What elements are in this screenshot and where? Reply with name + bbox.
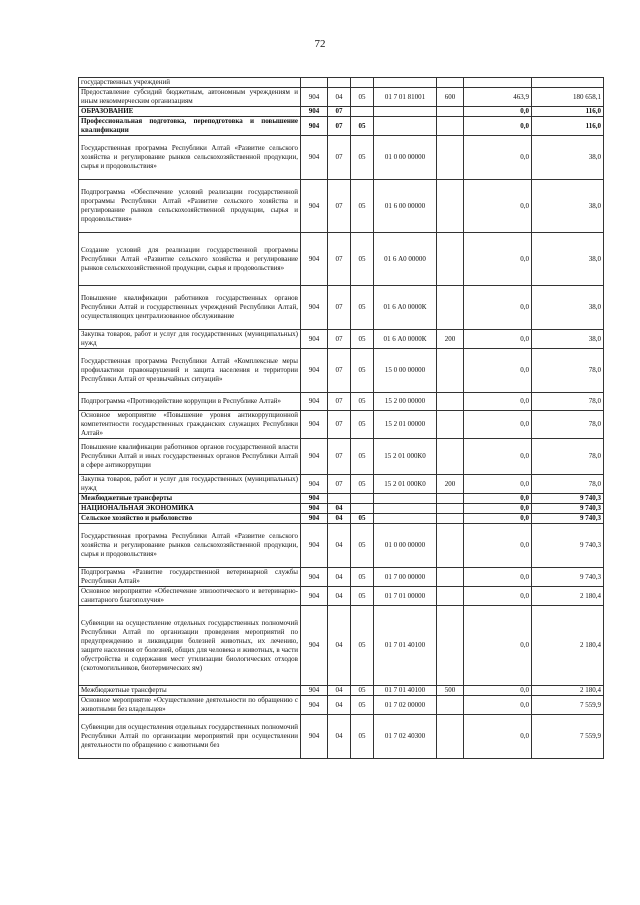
row-pr: 05 xyxy=(351,686,374,696)
row-rz: 04 xyxy=(328,568,351,587)
row-value-2: 38,0 xyxy=(532,330,604,349)
row-rz: 04 xyxy=(328,504,351,514)
table-row xyxy=(79,686,604,696)
row-value-2: 78,0 xyxy=(532,349,604,393)
row-grbs: 904 xyxy=(301,330,328,349)
row-vr xyxy=(437,233,464,286)
row-csr xyxy=(374,504,437,514)
row-vr xyxy=(437,494,464,504)
row-value-2: 78,0 xyxy=(532,475,604,494)
row-name: Государственная программа Республики Алтай «Развитие сельского хозяйства и регулирование рынков сельскохозяйственной продукции, сырья и продовольствия» xyxy=(79,136,301,180)
table-row xyxy=(79,107,604,117)
row-vr xyxy=(437,180,464,233)
row-name: Закупка товаров, работ и услуг для государственных (муниципальных) нужд xyxy=(79,475,301,494)
table-row xyxy=(79,349,604,393)
row-csr xyxy=(374,78,437,88)
row-vr xyxy=(437,587,464,606)
row-value-2: 2 180,4 xyxy=(532,587,604,606)
row-name: Подпрограмма «Противодействие коррупции в Республике Алтай» xyxy=(79,393,301,411)
table-row xyxy=(79,696,604,715)
row-csr xyxy=(374,117,437,136)
row-name: Профессиональная подготовка, переподготовка и повышение квалификации xyxy=(79,117,301,136)
row-pr: 05 xyxy=(351,514,374,524)
row-rz: 07 xyxy=(328,286,351,330)
row-value-1: 0,0 xyxy=(464,587,532,606)
row-name: Основное мероприятие «Повышение уровня антикоррупционной компетентности государственных гражданских служащих Республики Алтай» xyxy=(79,411,301,439)
row-grbs: 904 xyxy=(301,107,328,117)
table-row xyxy=(79,117,604,136)
row-value-2: 38,0 xyxy=(532,136,604,180)
row-pr xyxy=(351,107,374,117)
row-value-2: 78,0 xyxy=(532,411,604,439)
table-row xyxy=(79,411,604,439)
row-value-1: 0,0 xyxy=(464,411,532,439)
row-pr: 05 xyxy=(351,180,374,233)
row-name: Закупка товаров, работ и услуг для государственных (муниципальных) нужд xyxy=(79,330,301,349)
row-rz: 07 xyxy=(328,180,351,233)
row-grbs: 904 xyxy=(301,233,328,286)
row-csr: 15 2 01 00000 xyxy=(374,411,437,439)
row-pr: 05 xyxy=(351,568,374,587)
row-grbs: 904 xyxy=(301,117,328,136)
row-rz: 07 xyxy=(328,411,351,439)
row-grbs: 904 xyxy=(301,568,328,587)
row-name: Межбюджетные трансферты xyxy=(79,494,301,504)
row-grbs: 904 xyxy=(301,439,328,475)
row-rz: 04 xyxy=(328,524,351,568)
row-vr xyxy=(437,696,464,715)
row-rz: 04 xyxy=(328,514,351,524)
row-name: Подпрограмма «Развитие государственной ветеринарной службы Республики Алтай» xyxy=(79,568,301,587)
row-grbs: 904 xyxy=(301,393,328,411)
row-value-1: 0,0 xyxy=(464,686,532,696)
row-csr: 01 6 А0 00000 xyxy=(374,233,437,286)
row-value-1: 0,0 xyxy=(464,568,532,587)
row-name: Повышение квалификации работников государственных органов Республики Алтай и государственных учреждений Республики Алтай, осуществляющих централизованное обслуживание xyxy=(79,286,301,330)
row-pr: 05 xyxy=(351,330,374,349)
row-vr: 600 xyxy=(437,88,464,107)
row-name: Межбюджетные трансферты xyxy=(79,686,301,696)
row-vr xyxy=(437,715,464,759)
row-value-2: 38,0 xyxy=(532,233,604,286)
row-pr xyxy=(351,504,374,514)
row-value-2 xyxy=(532,78,604,88)
row-vr xyxy=(437,349,464,393)
row-csr: 01 7 01 81001 xyxy=(374,88,437,107)
row-grbs: 904 xyxy=(301,88,328,107)
row-pr: 05 xyxy=(351,715,374,759)
row-value-1: 463,9 xyxy=(464,88,532,107)
row-value-2: 7 559,9 xyxy=(532,696,604,715)
table-row xyxy=(79,475,604,494)
row-grbs: 904 xyxy=(301,524,328,568)
row-name: ОБРАЗОВАНИЕ xyxy=(79,107,301,117)
row-pr: 05 xyxy=(351,606,374,686)
table-row xyxy=(79,439,604,475)
row-grbs: 904 xyxy=(301,286,328,330)
row-pr: 05 xyxy=(351,696,374,715)
row-value-2: 9 740,3 xyxy=(532,568,604,587)
row-value-1: 0,0 xyxy=(464,349,532,393)
row-vr xyxy=(437,78,464,88)
row-value-1 xyxy=(464,78,532,88)
row-vr xyxy=(437,286,464,330)
row-pr: 05 xyxy=(351,524,374,568)
row-grbs: 904 xyxy=(301,475,328,494)
row-vr xyxy=(437,439,464,475)
row-vr xyxy=(437,606,464,686)
row-pr: 05 xyxy=(351,136,374,180)
row-name: Государственная программа Республики Алтай «Развитие сельского хозяйства и регулирование рынков сельскохозяйственной продукции, сырья и продовольствия» xyxy=(79,524,301,568)
table-row xyxy=(79,715,604,759)
row-value-1: 0,0 xyxy=(464,233,532,286)
row-rz: 07 xyxy=(328,117,351,136)
row-value-2: 7 559,9 xyxy=(532,715,604,759)
table-row xyxy=(79,494,604,504)
row-csr: 15 2 01 000К0 xyxy=(374,475,437,494)
row-vr: 200 xyxy=(437,330,464,349)
row-rz: 04 xyxy=(328,88,351,107)
row-pr: 05 xyxy=(351,411,374,439)
table-row xyxy=(79,233,604,286)
row-value-1: 0,0 xyxy=(464,715,532,759)
row-grbs: 904 xyxy=(301,587,328,606)
row-value-2: 2 180,4 xyxy=(532,686,604,696)
row-value-1: 0,0 xyxy=(464,475,532,494)
row-value-1: 0,0 xyxy=(464,606,532,686)
row-value-2: 9 740,3 xyxy=(532,494,604,504)
row-rz: 04 xyxy=(328,606,351,686)
row-value-1: 0,0 xyxy=(464,117,532,136)
row-rz: 04 xyxy=(328,587,351,606)
row-csr xyxy=(374,514,437,524)
table-row xyxy=(79,136,604,180)
row-name: Повышение квалификации работников органов государственной власти Республики Алтай и иных государственных органов Республики Алтай в сфере антикоррупции xyxy=(79,439,301,475)
row-value-1: 0,0 xyxy=(464,180,532,233)
table-row xyxy=(79,587,604,606)
row-grbs: 904 xyxy=(301,504,328,514)
row-csr: 01 0 00 00000 xyxy=(374,136,437,180)
table-row xyxy=(79,606,604,686)
row-pr: 05 xyxy=(351,475,374,494)
table-row xyxy=(79,180,604,233)
row-vr xyxy=(437,107,464,117)
row-value-1: 0,0 xyxy=(464,393,532,411)
row-vr xyxy=(437,524,464,568)
row-name: государственных учреждений xyxy=(79,78,301,88)
row-rz: 04 xyxy=(328,696,351,715)
row-value-2: 2 180,4 xyxy=(532,606,604,686)
table-row xyxy=(79,330,604,349)
row-name: Подпрограмма «Обеспечение условий реализации государственной программы Республики Алтай «Развитие сельского хозяйства и регулирование рынков сельскохозяйственной продукции, сырья и продовольствия» xyxy=(79,180,301,233)
row-vr xyxy=(437,411,464,439)
row-grbs: 904 xyxy=(301,494,328,504)
row-csr: 01 7 01 00000 xyxy=(374,587,437,606)
row-grbs: 904 xyxy=(301,136,328,180)
row-name: Создание условий для реализации государственной программы Республики Алтай «Развитие сельского хозяйства и регулирование рынков сельскохозяйственной продукции, сырья и продовольствия» xyxy=(79,233,301,286)
row-pr xyxy=(351,494,374,504)
row-grbs: 904 xyxy=(301,715,328,759)
table-row xyxy=(79,504,604,514)
row-value-1: 0,0 xyxy=(464,696,532,715)
row-pr xyxy=(351,78,374,88)
row-value-2: 116,0 xyxy=(532,107,604,117)
row-csr: 01 6 00 00000 xyxy=(374,180,437,233)
row-grbs: 904 xyxy=(301,349,328,393)
row-rz: 07 xyxy=(328,107,351,117)
row-pr: 05 xyxy=(351,587,374,606)
row-grbs: 904 xyxy=(301,686,328,696)
row-value-1: 0,0 xyxy=(464,107,532,117)
row-csr: 01 6 А0 0000К xyxy=(374,330,437,349)
row-vr xyxy=(437,117,464,136)
row-pr: 05 xyxy=(351,88,374,107)
row-grbs: 904 xyxy=(301,606,328,686)
row-value-2: 38,0 xyxy=(532,180,604,233)
row-vr: 500 xyxy=(437,686,464,696)
row-value-1: 0,0 xyxy=(464,504,532,514)
row-csr: 01 6 А0 0000К xyxy=(374,286,437,330)
row-vr xyxy=(437,393,464,411)
row-value-1: 0,0 xyxy=(464,494,532,504)
row-csr: 01 7 02 00000 xyxy=(374,696,437,715)
row-vr: 200 xyxy=(437,475,464,494)
row-grbs: 904 xyxy=(301,514,328,524)
row-value-1: 0,0 xyxy=(464,330,532,349)
row-value-1: 0,0 xyxy=(464,524,532,568)
row-value-2: 9 740,3 xyxy=(532,524,604,568)
row-name: Субвенции для осуществления отдельных государственных полномочий Республики Алтай по организации мероприятий при осуществлении деятельности по обращению с животными без xyxy=(79,715,301,759)
row-value-2: 38,0 xyxy=(532,286,604,330)
row-value-2: 180 658,1 xyxy=(532,88,604,107)
row-csr xyxy=(374,494,437,504)
page-number: 72 xyxy=(314,38,326,50)
row-pr: 05 xyxy=(351,393,374,411)
row-name: Сельское хозяйство и рыболовство xyxy=(79,514,301,524)
row-rz: 07 xyxy=(328,393,351,411)
row-value-2: 78,0 xyxy=(532,393,604,411)
row-grbs: 904 xyxy=(301,411,328,439)
row-name: Основное мероприятие «Обеспечение эпизоотического и ветеринарно-санитарного благополучия» xyxy=(79,587,301,606)
row-rz: 07 xyxy=(328,330,351,349)
row-value-2: 9 740,3 xyxy=(532,514,604,524)
row-pr: 05 xyxy=(351,233,374,286)
row-value-1: 0,0 xyxy=(464,514,532,524)
row-value-1: 0,0 xyxy=(464,136,532,180)
row-name: Субвенции на осуществление отдельных государственных полномочий Республики Алтай по организации проведения мероприятий по предупреждению и ликвидации болезней животных, их лечению, защите населения от болезней, общих для человека и животных, в части обустройства и содержания мест утилизации биологических отходов (скотомогильников, биотермических ям) xyxy=(79,606,301,686)
row-vr xyxy=(437,514,464,524)
row-vr xyxy=(437,504,464,514)
row-rz xyxy=(328,78,351,88)
row-pr: 05 xyxy=(351,286,374,330)
row-name: Государственная программа Республики Алтай «Комплексные меры профилактики правонарушений и защита населения и территории Республики Алтай от чрезвычайных ситуаций» xyxy=(79,349,301,393)
row-value-2: 116,0 xyxy=(532,117,604,136)
row-rz: 07 xyxy=(328,349,351,393)
table-row xyxy=(79,514,604,524)
row-csr: 15 2 00 00000 xyxy=(374,393,437,411)
budget-table xyxy=(78,77,604,759)
table-row xyxy=(79,88,604,107)
table-row xyxy=(79,286,604,330)
row-vr xyxy=(437,136,464,180)
table-row xyxy=(79,393,604,411)
row-rz: 04 xyxy=(328,686,351,696)
row-csr: 01 7 00 00000 xyxy=(374,568,437,587)
row-rz: 07 xyxy=(328,475,351,494)
row-grbs: 904 xyxy=(301,180,328,233)
row-name: Предоставление субсидий бюджетным, автономным учреждениям и иным некоммерческим организациям xyxy=(79,88,301,107)
table-row xyxy=(79,78,604,88)
row-csr: 01 7 01 40100 xyxy=(374,686,437,696)
row-value-2: 9 740,3 xyxy=(532,504,604,514)
row-rz xyxy=(328,494,351,504)
row-rz: 07 xyxy=(328,439,351,475)
row-value-1: 0,0 xyxy=(464,286,532,330)
row-grbs xyxy=(301,78,328,88)
row-csr: 01 7 02 40300 xyxy=(374,715,437,759)
row-value-2: 78,0 xyxy=(532,439,604,475)
row-pr: 05 xyxy=(351,439,374,475)
row-pr: 05 xyxy=(351,117,374,136)
row-rz: 07 xyxy=(328,233,351,286)
row-csr: 01 7 01 40100 xyxy=(374,606,437,686)
row-csr: 15 0 00 00000 xyxy=(374,349,437,393)
table-row xyxy=(79,524,604,568)
row-rz: 04 xyxy=(328,715,351,759)
row-name: НАЦИОНАЛЬНАЯ ЭКОНОМИКА xyxy=(79,504,301,514)
row-rz: 07 xyxy=(328,136,351,180)
table-row xyxy=(79,568,604,587)
row-pr: 05 xyxy=(351,349,374,393)
row-grbs: 904 xyxy=(301,696,328,715)
row-name: Основное мероприятие «Осуществление деятельности по обращению с животными без владельцев» xyxy=(79,696,301,715)
row-value-1: 0,0 xyxy=(464,439,532,475)
row-csr: 01 0 00 00000 xyxy=(374,524,437,568)
row-csr: 15 2 01 000К0 xyxy=(374,439,437,475)
row-csr xyxy=(374,107,437,117)
row-vr xyxy=(437,568,464,587)
